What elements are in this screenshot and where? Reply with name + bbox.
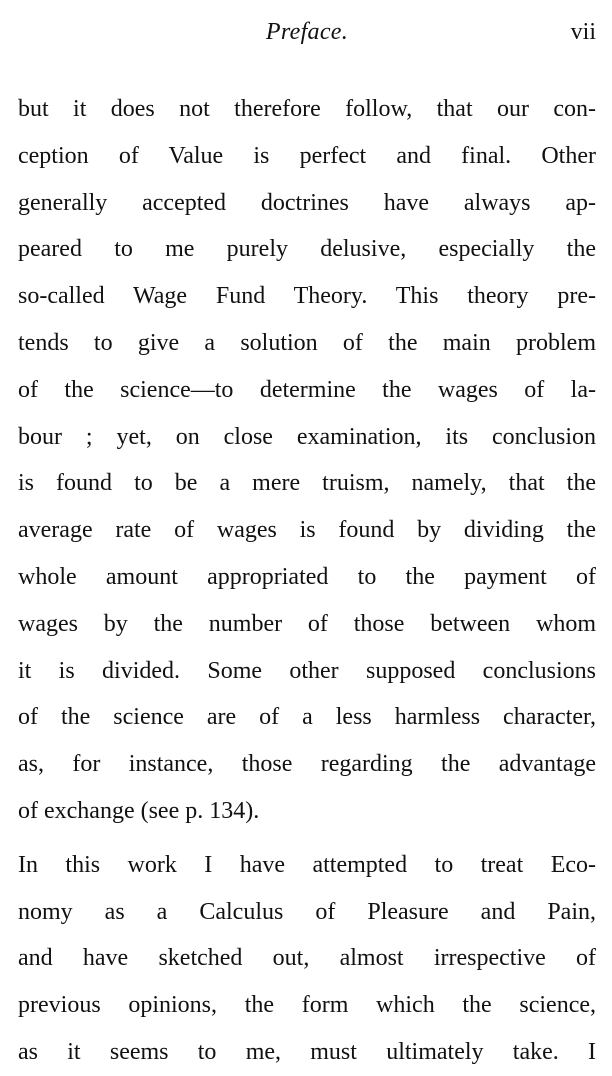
text-line: wages by the number of those between whom xyxy=(18,610,596,637)
text-line: previous opinions, the form which the science, xyxy=(18,992,596,1019)
text-line: is found to be a mere truism, namely, that the xyxy=(18,470,596,497)
text-line: peared to me purely delusive, especially the xyxy=(18,236,596,263)
text-line: generally accepted doctrines have always ap- xyxy=(18,189,596,216)
text-line: average rate of wages is found by dividing the xyxy=(18,517,596,544)
text-line: but it does not therefore follow, that our con- xyxy=(18,96,596,122)
text-line: of the science—to determine the wages of la- xyxy=(18,376,596,403)
text-line: it is divided. Some other supposed conclusions xyxy=(18,657,596,684)
text-line: bour ; yet, on close examination, its conclusion xyxy=(18,423,596,450)
text-line: whole amount appropriated to the payment of xyxy=(18,563,596,590)
running-head xyxy=(18,14,596,50)
page-number: vii xyxy=(570,19,596,45)
text-line: In this work I have attempted to treat Eco- xyxy=(18,851,596,878)
text-line: of exchange (see p. 134). xyxy=(18,797,260,824)
paragraph-2 xyxy=(18,842,596,1076)
text-line: so-called Wage Fund Theory. This theory pre- xyxy=(18,283,596,310)
text-line: nomy as a Calculus of Pleasure and Pain, xyxy=(18,898,596,925)
text-line: ception of Value is perfect and final. Other xyxy=(18,142,596,169)
text-line: as it seems to me, must ultimately take. I xyxy=(18,1038,596,1065)
body-text xyxy=(18,86,596,1076)
paragraph-1 xyxy=(18,86,596,835)
running-head-title: Preface. xyxy=(265,19,349,45)
text-line: and have sketched out, almost irrespective of xyxy=(18,945,596,972)
text-line: as, for instance, those regarding the advantage xyxy=(18,751,596,778)
text-line: of the science are of a less harmless character, xyxy=(18,704,596,731)
text-line: tends to give a solution of the main problem xyxy=(18,329,596,356)
